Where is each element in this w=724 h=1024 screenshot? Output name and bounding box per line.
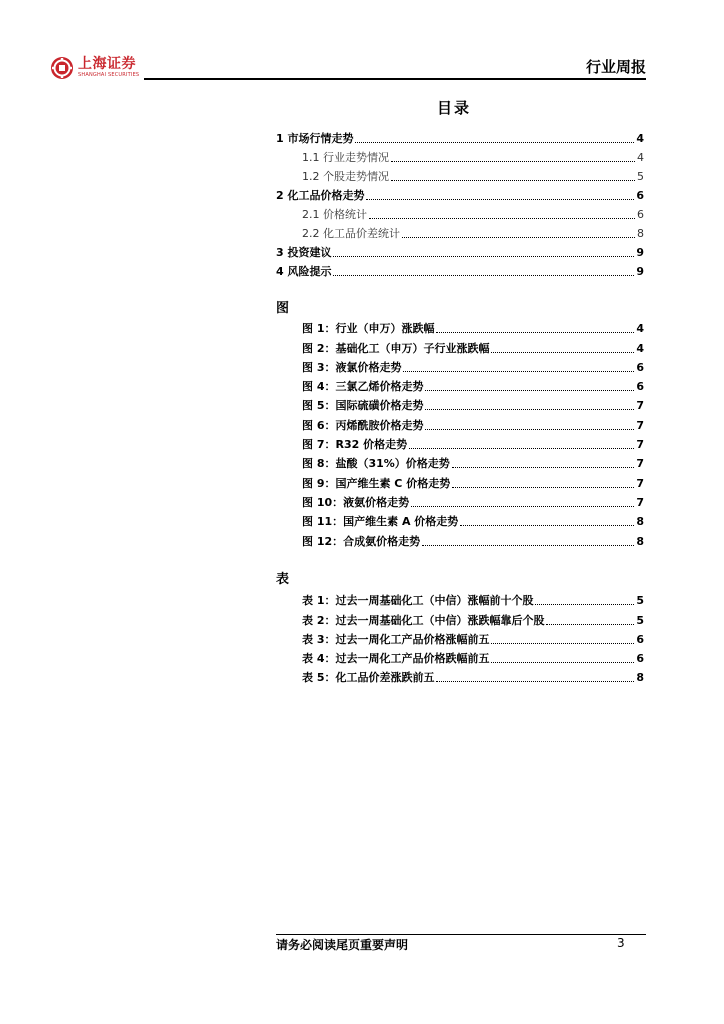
entry-page-number: 6 — [636, 652, 644, 666]
entry-label: 图 9：国产维生素 C 价格走势 — [302, 476, 451, 490]
dot-leader — [355, 142, 634, 143]
dot-leader — [391, 161, 635, 162]
dot-leader — [366, 199, 634, 200]
figure-entry[interactable] — [276, 491, 644, 510]
entry-page-number: 5 — [636, 594, 644, 608]
toc-entry[interactable] — [276, 146, 644, 165]
entry-label: 1.1 行业走势情况 — [302, 151, 389, 164]
table-entry[interactable] — [276, 666, 644, 685]
entry-label: 图 8：盐酸（31%）价格走势 — [302, 457, 450, 471]
figure-entry[interactable] — [276, 433, 644, 452]
entry-label: 图 12：合成氨价格走势 — [302, 534, 421, 548]
entry-page-number: 8 — [636, 534, 644, 548]
dot-leader — [546, 624, 634, 625]
entry-page-number: 9 — [636, 265, 644, 278]
report-type-title: 行业周报 — [585, 58, 646, 76]
footer-disclaimer: 请务必阅读尾页重要声明 — [276, 938, 409, 952]
dot-leader — [333, 275, 634, 276]
figure-entry[interactable] — [276, 356, 644, 375]
figure-entry[interactable] — [276, 529, 644, 548]
figures-heading: 图 — [276, 301, 290, 316]
header-divider — [144, 78, 646, 80]
dot-leader — [491, 643, 634, 644]
table-entry[interactable] — [276, 647, 644, 666]
entry-label: 图 10：液氨价格走势 — [302, 495, 410, 509]
dot-leader — [333, 256, 634, 257]
entry-page-number: 4 — [637, 151, 644, 164]
dot-leader — [369, 218, 635, 219]
figure-entry[interactable] — [276, 452, 644, 471]
entry-label: 图 11：国产维生素 A 价格走势 — [302, 515, 459, 529]
entry-label: 表 4：过去一周化工产品价格跌幅前五 — [302, 652, 490, 666]
entry-page-number: 6 — [636, 189, 644, 202]
company-logo — [50, 56, 139, 80]
entry-page-number: 4 — [636, 322, 644, 336]
entry-page-number: 7 — [636, 495, 644, 509]
dot-leader — [436, 332, 634, 333]
entry-page-number: 9 — [636, 246, 644, 259]
figure-list — [276, 317, 644, 549]
entry-label: 2.2 化工品价差统计 — [302, 227, 400, 240]
dot-leader — [425, 409, 634, 410]
figure-entry[interactable] — [276, 317, 644, 336]
dot-leader — [452, 467, 635, 468]
tables-heading: 表 — [276, 572, 290, 587]
entry-label: 4 风险提示 — [276, 265, 332, 278]
entry-page-number: 8 — [636, 671, 644, 685]
entry-page-number: 7 — [636, 438, 644, 452]
entry-page-number: 8 — [636, 515, 644, 529]
toc-entry[interactable] — [276, 184, 644, 203]
dot-leader — [460, 525, 634, 526]
figure-entry[interactable] — [276, 510, 644, 529]
entry-page-number: 6 — [636, 380, 644, 394]
figure-entry[interactable] — [276, 471, 644, 490]
entry-page-number: 6 — [636, 632, 644, 646]
entry-label: 图 1：行业（申万）涨跌幅 — [302, 322, 435, 336]
entry-page-number: 8 — [637, 227, 644, 240]
dot-leader — [391, 180, 635, 181]
entry-label: 图 7：R32 价格走势 — [302, 438, 408, 452]
dot-leader — [422, 545, 634, 546]
toc-entry[interactable] — [276, 260, 644, 279]
toc-entry[interactable] — [276, 241, 644, 260]
entry-label: 2 化工品价格走势 — [276, 189, 365, 202]
dot-leader — [409, 448, 634, 449]
toc-entry[interactable] — [276, 222, 644, 241]
page-number: 3 — [617, 936, 625, 950]
entry-label: 表 2：过去一周基础化工（中信）涨跌幅靠后个股 — [302, 613, 545, 627]
entry-label: 1.2 个股走势情况 — [302, 170, 389, 183]
entry-label: 图 2：基础化工（申万）子行业涨跌幅 — [302, 341, 490, 355]
entry-label: 1 市场行情走势 — [276, 132, 354, 145]
entry-label: 图 5：国际硫磺价格走势 — [302, 399, 424, 413]
entry-label: 图 4：三氯乙烯价格走势 — [302, 380, 424, 394]
dot-leader — [436, 681, 634, 682]
toc-entry[interactable] — [276, 203, 644, 222]
entry-page-number: 6 — [637, 208, 644, 221]
dot-leader — [425, 429, 634, 430]
table-entry[interactable] — [276, 589, 644, 608]
dot-leader — [403, 371, 634, 372]
toc-entry[interactable] — [276, 165, 644, 184]
entry-page-number: 5 — [637, 170, 644, 183]
entry-label: 表 3：过去一周化工产品价格涨幅前五 — [302, 632, 490, 646]
dot-leader — [425, 390, 634, 391]
table-entry[interactable] — [276, 628, 644, 647]
toc-title: 目录 — [437, 99, 472, 117]
entry-label: 2.1 价格统计 — [302, 208, 367, 221]
entry-page-number: 6 — [636, 360, 644, 374]
figure-entry[interactable] — [276, 375, 644, 394]
dot-leader — [402, 237, 635, 238]
entry-label: 图 3：液氯价格走势 — [302, 360, 402, 374]
dot-leader — [411, 506, 634, 507]
entry-page-number: 7 — [636, 476, 644, 490]
entry-page-number: 7 — [636, 457, 644, 471]
entry-label: 表 1：过去一周基础化工（中信）涨幅前十个股 — [302, 594, 534, 608]
entry-label: 3 投资建议 — [276, 246, 332, 259]
table-entry[interactable] — [276, 608, 644, 627]
logo-emblem-icon — [50, 56, 74, 80]
entry-page-number: 4 — [636, 341, 644, 355]
logo-chinese-name: 上海证券 — [78, 56, 136, 72]
figure-entry[interactable] — [276, 413, 644, 432]
figure-entry[interactable] — [276, 336, 644, 355]
entry-page-number: 4 — [636, 132, 644, 145]
entry-label: 图 6：丙烯酰胺价格走势 — [302, 418, 424, 432]
entry-page-number: 5 — [636, 613, 644, 627]
table-of-contents — [276, 127, 644, 279]
entry-page-number: 7 — [636, 418, 644, 432]
logo-english-name: SHANGHAI SECURITIES — [78, 72, 140, 78]
dot-leader — [491, 662, 634, 663]
figure-entry[interactable] — [276, 394, 644, 413]
entry-label: 表 5：化工品价差涨跌前五 — [302, 671, 435, 685]
footer-divider — [276, 934, 646, 935]
dot-leader — [491, 352, 634, 353]
table-list — [276, 589, 644, 685]
dot-leader — [452, 487, 634, 488]
entry-page-number: 7 — [636, 399, 644, 413]
dot-leader — [535, 604, 634, 605]
toc-entry[interactable] — [276, 127, 644, 146]
